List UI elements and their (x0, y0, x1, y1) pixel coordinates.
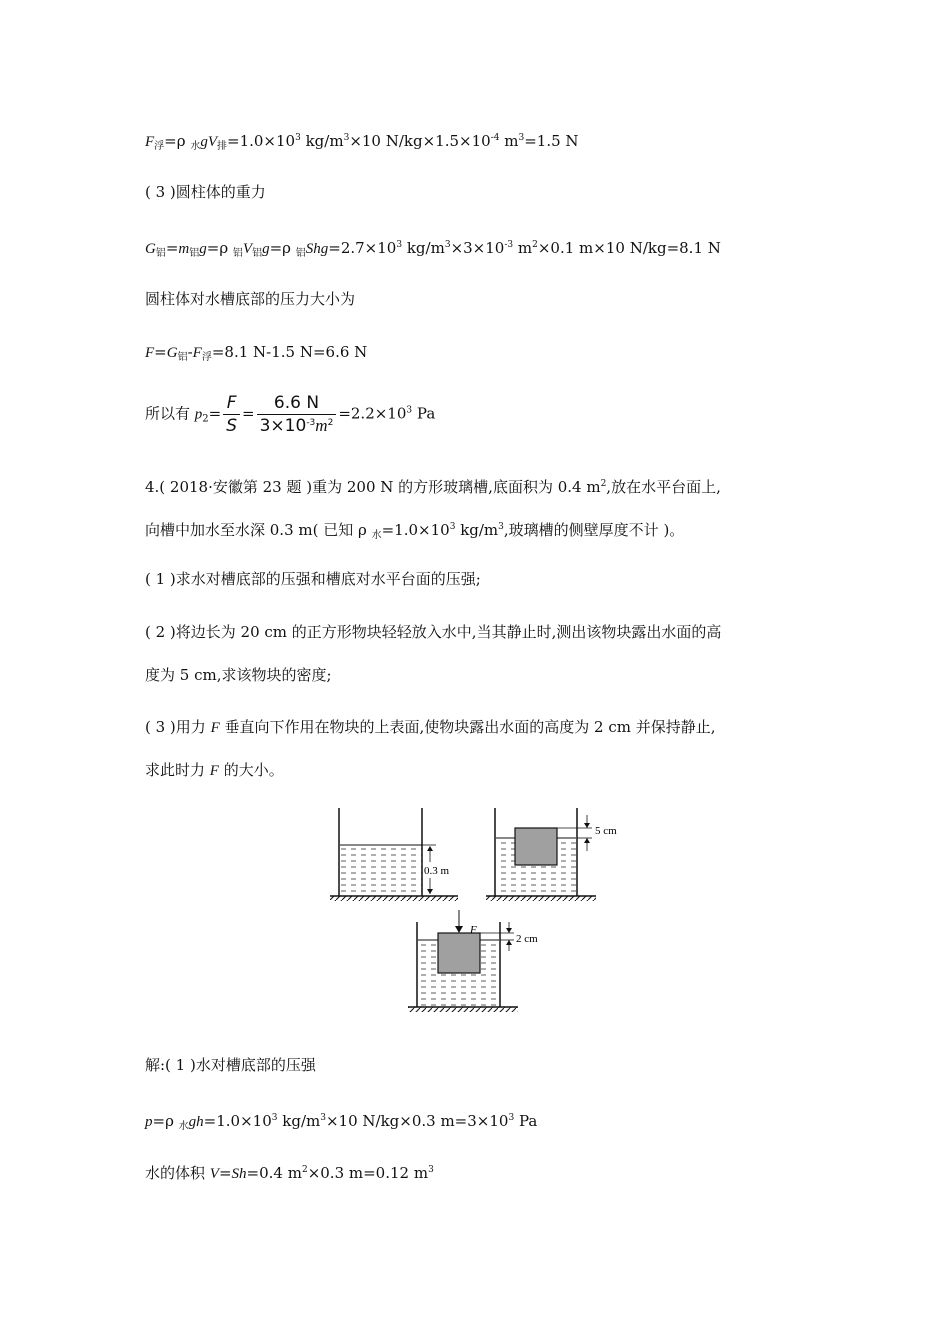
figure-block-floating (486, 808, 617, 901)
depth-label: 0.3 m (424, 865, 450, 877)
floating-block (515, 828, 557, 865)
question-4-part-2-line-1: ( 2 )将边长为 20 cm 的正方形物块轻轻放入水中,当其静止时,测出该物块露出水面的高 (145, 623, 722, 641)
question-4-line-2: 向槽中加水至水深 0.3 m( 已知 ρ $_水=1.0\times 10^3$ $kg/m^3$,玻璃槽的侧壁厚度不计 )。 (145, 521, 685, 541)
pressure-fraction-equation: 所以有 $p_2=$ $\frac{F}{S}$ = $\frac{6.6 N}{3\times 10^{-3}m^2}$ $=2.2\times 10^3$ Pa (145, 393, 436, 436)
solution-heading: 解:( 1 )水对槽底部的压强 (145, 1056, 316, 1074)
question-4-part-1: ( 1 )求水对槽底部的压强和槽底对水平台面的压强; (145, 570, 481, 588)
gravity-equation: $G_铝=m_铝g=\rho$ $_铝V_铝g=\rho$ $_铝Shg=2.7\times 10^3$ $kg/m^3\times 3\times 10^{-3}$ $m^2\times 0.1$ m×10 N/kg=8.1 N (145, 239, 721, 259)
water-pressure-equation: p=ρ $_水gh=1.0\times 10^3$ $kg/m^3\times 10$ N/kg×0.3 $m=3\times 10^3$ Pa (145, 1112, 538, 1132)
question-4-line-1: 4.( 2018·安徽第 23 题 )重为 200 N 的方形玻璃槽,底面积为 0.4 $m^2$,放在水平台面上, (145, 478, 721, 496)
pressed-block (438, 933, 480, 973)
force-label: F (470, 924, 477, 936)
question-4-part-3-line-2: 求此时力 F 的大小。 (145, 761, 284, 779)
question-4-part-3-line-1: ( 3 )用力 F 垂直向下作用在物块的上表面,使物块露出水面的高度为 2 cm 并保持静止, (145, 718, 716, 736)
force-equation: $F=G_铝-F_浮=8.1$ N-1.5 N=6.6 N (145, 343, 368, 363)
label-5cm: 5 cm (595, 825, 617, 837)
buoyancy-equation: $F_浮=\rho$ $_水gV_排=1.0\times 10^3$ $kg/m^3\times 10$ $N/kg\times 1.5\times 10^{-4}$ $m^3=1.5$ N (145, 132, 579, 152)
force-arrow-icon (455, 926, 463, 933)
pressure-force-text: 圆柱体对水槽底部的压力大小为 (145, 290, 356, 308)
fraction-f-over-s: $\frac{F}{S}$ (223, 393, 240, 436)
step-3-heading: ( 3 )圆柱体的重力 (145, 183, 266, 201)
figure-block-pressed (408, 910, 538, 1012)
question-4-part-2-line-2: 度为 5 cm,求该物块的密度; (145, 666, 332, 684)
fraction-value: $\frac{6.6 N}{3\times 10^{-3}m^2}$ (257, 393, 337, 436)
figure-tank-depth (330, 808, 458, 901)
water-volume-equation: 水的体积 V=Sh=0.4 $m^2\times 0.3$ m=0.12 $m^3$ (145, 1164, 434, 1182)
label-2cm: 2 cm (516, 933, 538, 945)
